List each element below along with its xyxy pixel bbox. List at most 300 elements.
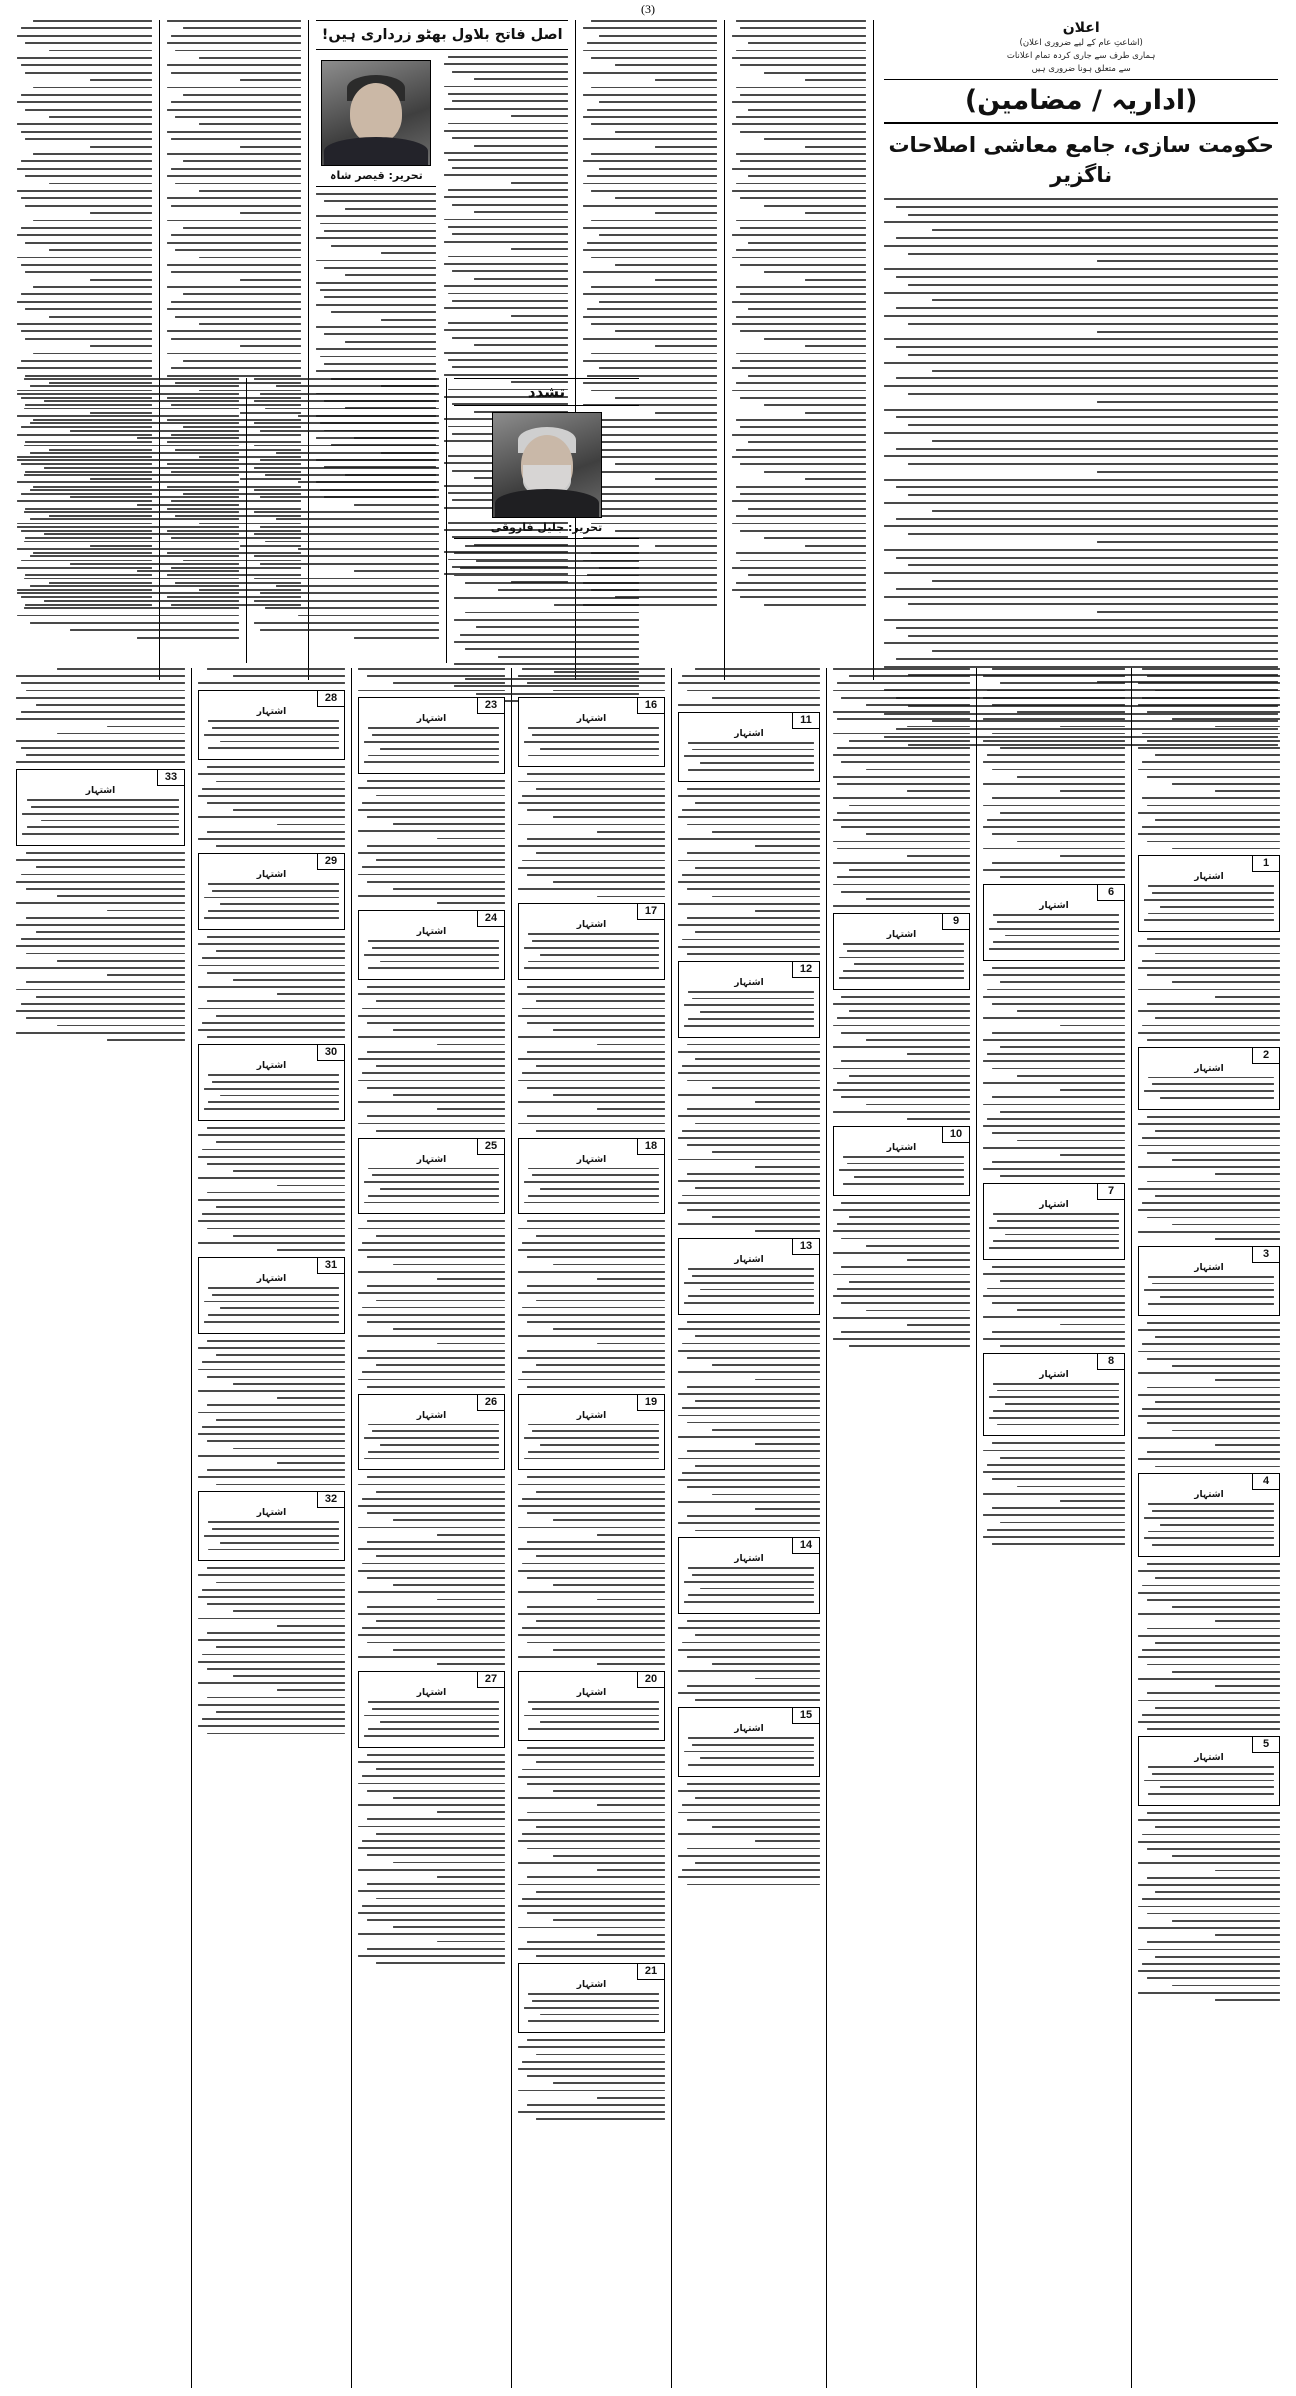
classified-ad-box[interactable] [678,1707,820,1777]
text-line [21,711,185,713]
text-line [518,1058,665,1060]
classified-ad-box[interactable] [983,884,1125,961]
classified-ad-box[interactable] [1138,1246,1280,1316]
text-line [700,1289,814,1291]
text-line [833,797,970,799]
text-line [712,1151,820,1153]
text-line [518,781,665,783]
text-line [362,1072,505,1074]
text-line [528,1728,659,1730]
text-line [678,1790,820,1792]
text-line [276,452,439,454]
text-line [1097,331,1278,333]
text-line [90,146,152,148]
text-line [367,1642,505,1644]
text-line [597,1108,665,1110]
text-line [992,1068,1125,1070]
text-line [448,93,568,95]
text-line [1142,761,1280,763]
text-line [216,1484,345,1486]
classified-ad-box[interactable] [358,1671,505,1748]
text-line [1147,1387,1280,1389]
text-line [207,1733,345,1735]
classified-ad-box[interactable] [198,1044,345,1121]
text-line [740,94,866,96]
text-line [1155,1195,1280,1197]
classified-ad-box[interactable] [983,1183,1125,1260]
text-line [21,682,185,684]
text-line [171,234,301,236]
classifieds-filler-text [16,852,185,1041]
text-line [518,1905,665,1907]
text-line [712,896,820,898]
text-line [254,511,439,513]
text-line [553,2082,665,2084]
classified-ad-box[interactable] [198,1491,345,1561]
text-line [21,264,152,266]
text-line [583,72,717,74]
text-line [474,278,568,280]
text-line [198,1476,345,1478]
text-line [678,1855,820,1857]
text-line [368,1728,499,1730]
text-line [17,459,239,461]
text-line [522,1072,665,1074]
text-line [907,726,970,728]
text-line [1000,876,1125,878]
text-line [1144,919,1274,921]
classified-ad-body [524,1424,659,1460]
classified-ad-body [524,1993,659,2022]
text-line [736,249,866,251]
text-line [1155,1466,1280,1468]
text-line [527,2075,665,2077]
text-line [678,860,820,862]
text-line [22,833,179,835]
text-line [740,197,866,199]
text-line [354,637,439,639]
text-line [220,1307,339,1309]
classified-ad-box[interactable] [1138,1473,1280,1557]
text-line [740,530,866,532]
editorial-body [884,198,1278,746]
classified-ad-box[interactable] [358,1138,505,1215]
text-line [833,884,970,886]
text-line [324,333,437,335]
text-line [833,862,970,864]
text-line [700,1011,814,1013]
text-line [474,211,568,213]
text-line [695,931,820,933]
classified-ad-body [524,727,659,756]
text-line [615,264,717,266]
text-line [298,481,439,483]
text-line [1138,1949,1280,1951]
text-line [678,1812,820,1814]
text-line [1148,1793,1274,1795]
text-line [528,1701,659,1703]
text-line [1138,967,1280,969]
text-line [298,615,439,617]
text-line [583,160,717,162]
text-line [518,888,665,890]
text-line [682,809,820,811]
text-line [527,1087,665,1089]
text-line [27,826,179,828]
text-line [692,1574,814,1576]
classified-ad-box[interactable] [198,1257,345,1334]
text-line [687,824,820,826]
text-line [175,183,301,185]
text-line [983,1104,1125,1106]
text-line [687,1209,820,1211]
text-line [276,585,439,587]
classified-ad-number: 17 [637,903,665,920]
text-line [732,168,866,170]
text-line [1147,841,1280,843]
text-line [993,1213,1119,1215]
text-line [983,1147,1125,1149]
text-line [240,345,302,347]
text-line [678,1328,820,1330]
text-line [368,1701,499,1703]
text-line [932,370,1278,372]
text-line [1172,981,1280,983]
text-line [358,1101,505,1103]
text-line [597,1278,665,1280]
text-line [684,1282,814,1284]
text-line [367,816,505,818]
text-line [527,1848,665,1850]
text-line [692,998,814,1000]
text-line [358,1228,505,1230]
classified-ad-box[interactable] [198,690,345,760]
text-line [518,1080,665,1082]
text-line [736,50,866,52]
text-line [983,974,1125,976]
announcement-line-3: سے متعلق ہونا ضروری ہیں [1031,64,1131,74]
text-line [452,167,568,169]
text-line [1160,1296,1274,1298]
text-line [393,1328,505,1330]
text-line [358,1015,505,1017]
text-line [884,338,1278,340]
text-line [198,1455,345,1457]
text-line [1142,668,1280,670]
text-line [518,2111,665,2113]
text-line [528,727,659,729]
text-line [932,299,1278,301]
classified-ad-number: 9 [942,913,970,930]
text-line [841,1266,970,1268]
text-line [1147,1358,1280,1360]
text-line [736,353,866,355]
text-line [17,367,152,369]
text-line [393,682,505,684]
text-line [167,375,301,377]
text-line [841,1331,970,1333]
classified-ad-box[interactable] [678,961,820,1038]
text-line [518,1948,665,1950]
classified-ad-tag: اشتہار [576,1688,607,1698]
text-line [376,1898,505,1900]
classified-ad-box[interactable] [518,1138,665,1215]
text-line [1147,1628,1280,1630]
text-line [1138,1231,1280,1233]
classified-ad-body [204,1074,339,1110]
text-line [678,1692,820,1694]
classified-ad-body [989,914,1119,950]
text-line [755,1840,820,1842]
classified-ad-box[interactable] [358,910,505,980]
text-line [358,1357,505,1359]
text-line [367,1883,505,1885]
classified-ad-body [989,1383,1119,1426]
text-line [240,79,302,81]
text-line [732,301,866,303]
text-line [358,1123,505,1125]
text-line [522,1242,665,1244]
text-line [833,668,970,670]
text-line [597,1804,665,1806]
text-line [90,345,152,347]
text-line [17,548,239,550]
text-line [1060,1025,1125,1027]
text-line [1005,1403,1119,1405]
text-line [908,253,1278,255]
text-line [331,245,437,247]
text-line [171,35,301,37]
text-line [198,1242,345,1244]
text-line [26,953,185,955]
text-line [907,790,970,792]
text-line [454,552,639,554]
text-line [597,1599,665,1601]
classified-ad-tag: اشتہار [416,927,447,938]
classified-ad-box[interactable] [518,1671,665,1741]
text-line [171,138,301,140]
text-line [204,1535,339,1537]
classified-ad-box[interactable] [518,697,665,767]
text-line [518,1548,665,1550]
text-line [358,1761,505,1763]
text-line [265,474,439,476]
text-line [1147,1812,1280,1814]
text-line [437,1343,505,1345]
text-line [688,1567,814,1569]
text-line [528,961,659,963]
text-line [198,965,345,967]
text-line [983,783,1125,785]
text-line [805,146,867,148]
classified-ad-body [684,991,814,1027]
text-line [684,1581,814,1583]
text-line [805,279,867,281]
text-line [712,1826,820,1828]
classified-ad-number: 4 [1252,1473,1280,1490]
text-line [364,954,499,956]
text-line [849,805,970,807]
text-line [583,138,717,140]
text-line [367,1476,505,1478]
text-line [1147,1913,1280,1915]
text-line [260,496,439,498]
classified-ad-box[interactable] [1138,1736,1280,1806]
text-line [591,257,717,259]
text-line [277,1249,345,1251]
classified-ad-box[interactable] [678,1238,820,1315]
text-line [518,802,665,804]
text-line [362,866,505,868]
text-line [358,852,505,854]
text-line [687,1450,820,1452]
text-line [687,1685,820,1687]
text-line [444,108,568,110]
classifieds-filler-text [518,1747,665,1957]
text-line [380,1188,499,1190]
text-line [866,833,970,835]
classified-ad-box[interactable] [983,1353,1125,1437]
text-line [992,1132,1125,1134]
text-line [1155,1956,1280,1958]
text-line [260,459,439,461]
text-line [208,747,339,749]
text-line [522,1307,665,1309]
classified-ad-box[interactable] [518,1963,665,2033]
classified-ad-body [204,720,339,749]
text-line [444,329,568,331]
text-line [358,1613,505,1615]
text-line [896,307,1278,309]
classified-ad-box[interactable] [358,697,505,774]
classified-ad-box[interactable] [833,1126,970,1196]
text-line [764,604,866,606]
text-line [732,434,866,436]
text-line [682,1642,820,1644]
text-line [896,377,1278,379]
text-line [527,1642,665,1644]
classified-ad-box[interactable] [1138,1047,1280,1110]
text-line [198,838,345,840]
text-line [1000,981,1125,983]
text-line [171,367,301,369]
classified-ad-box[interactable] [1138,855,1280,932]
classified-ad-box[interactable] [358,1394,505,1471]
classified-ad-body [364,1701,499,1737]
text-line [992,1507,1125,1509]
text-line [678,946,820,948]
text-line [527,1783,665,1785]
text-line [687,852,820,854]
text-line [884,596,1278,598]
article-2-byline: تحریر: جلیل فاروقی [454,521,639,539]
text-line [518,1840,665,1842]
text-line [518,993,665,995]
classified-ad-box[interactable] [518,903,665,980]
text-line [992,1096,1125,1098]
text-line [805,345,867,347]
text-line [198,1199,345,1201]
text-line [597,896,665,898]
text-line [732,567,866,569]
classifieds-col-1 [1131,668,1286,2388]
text-line [220,1095,339,1097]
text-line [1215,1379,1280,1381]
text-line [687,788,820,790]
text-line [367,881,505,883]
text-line [847,950,965,952]
text-line [1147,1563,1280,1565]
text-line [444,152,568,154]
text-line [732,589,866,591]
classifieds-filler-text [678,1321,820,1531]
text-line [583,338,717,340]
classified-ad-box[interactable] [833,913,970,990]
text-line [884,385,1278,387]
text-line [553,1029,665,1031]
text-line [393,1094,505,1096]
text-line [841,1302,970,1304]
text-line [452,300,568,302]
classified-ad-tag: اشتہار [734,1723,764,1734]
classified-ad-box[interactable] [678,712,820,782]
classified-ad-number: 24 [477,910,505,927]
text-line [732,456,866,458]
text-line [587,242,717,244]
text-line [866,1245,970,1247]
text-line [518,1613,665,1615]
classifieds-grid [10,668,1286,2388]
classifieds-col-4 [671,668,826,2388]
text-line [202,1361,345,1363]
text-line [207,1632,345,1634]
text-line [358,1249,505,1251]
text-line [740,131,866,133]
text-line [932,510,1278,512]
text-line [367,1541,505,1543]
text-line [25,271,152,273]
text-line [678,1393,820,1395]
text-line [1215,1238,1280,1240]
text-line [460,634,639,636]
text-line [748,441,866,443]
text-line [362,1563,505,1565]
text-line [849,675,970,677]
text-line [207,1340,345,1342]
classified-ad-box[interactable] [198,853,345,930]
classified-ad-box[interactable] [678,1537,820,1614]
text-line [1142,697,1280,699]
text-line [983,1125,1125,1127]
text-line [518,1634,665,1636]
classified-ad-number: 7 [1097,1183,1125,1200]
text-line [208,1549,339,1551]
text-line [755,1230,820,1232]
text-line [202,1426,345,1428]
text-line [1152,1510,1274,1512]
text-line [615,197,717,199]
text-line [684,1601,814,1603]
text-line [1138,1992,1280,1994]
text-line [687,953,820,955]
text-line [989,1417,1119,1419]
text-line [678,682,820,684]
text-line [367,1285,505,1287]
text-line [167,131,301,133]
classified-ad-box[interactable] [16,769,185,846]
classified-ad-box[interactable] [518,1394,665,1471]
text-line [277,1397,345,1399]
